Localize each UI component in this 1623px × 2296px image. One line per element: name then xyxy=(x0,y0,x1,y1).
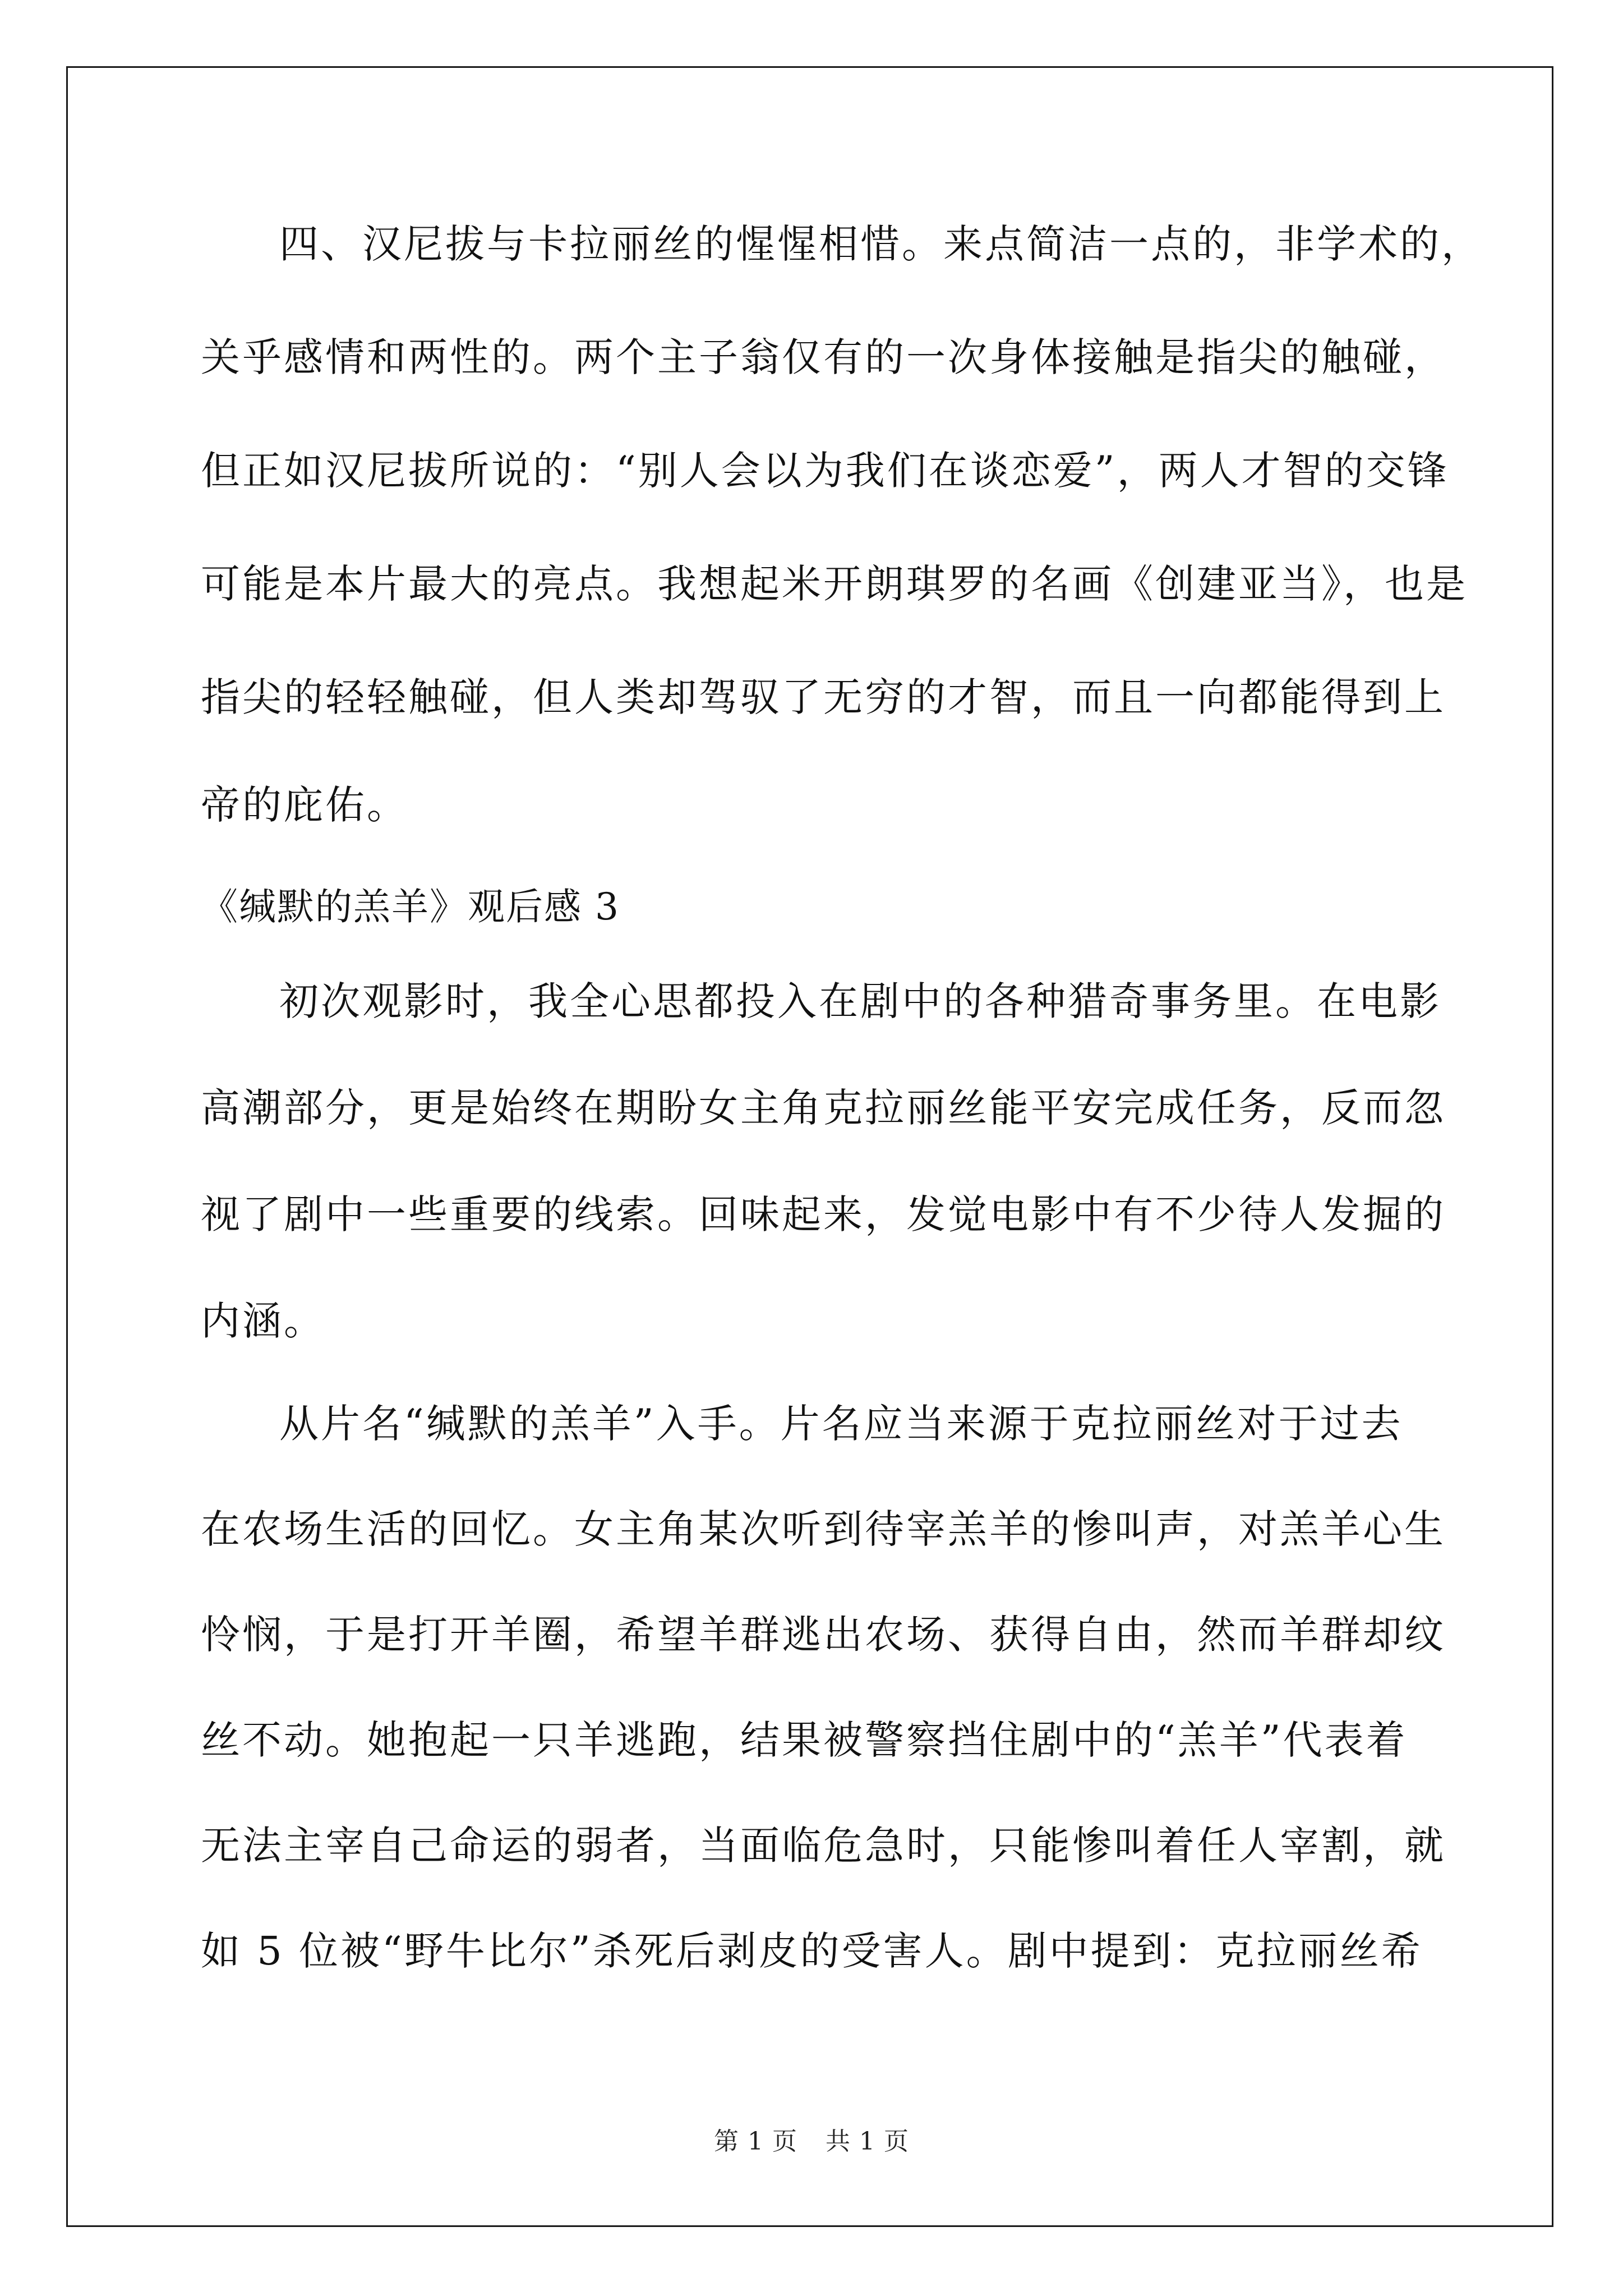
text-line: 指尖的轻轻触碰，但人类却驾驭了无穷的才智，而且一向都能得到上 xyxy=(201,674,1446,720)
page-total: 共 1 页 xyxy=(826,2127,909,2156)
text-line: 帝的庇佑。 xyxy=(201,782,408,828)
text-line: 关乎感情和两性的。两个主子翁仅有的一次身体接触是指尖的触碰， xyxy=(201,334,1446,380)
text-line: 四、汉尼拔与卡拉丽丝的惺惺相惜。来点简洁一点的，非学术的， xyxy=(279,221,1483,267)
text-line: 怜悯，于是打开羊圈，希望羊群逃出农场、获得自由，然而羊群却纹 xyxy=(201,1612,1446,1658)
text-line: 在农场生活的回忆。女主角某次听到待宰羔羊的惨叫声，对羔羊心生 xyxy=(201,1506,1446,1552)
section-heading: 《缄默的羔羊》观后感 3 xyxy=(201,885,620,928)
text-line: 无法主宰自己命运的弱者，当面临危急时，只能惨叫着任人宰割，就 xyxy=(201,1823,1446,1869)
page-border xyxy=(66,66,1553,2227)
text-line: 高潮部分，更是始终在期盼女主角克拉丽丝能平安完成任务，反而忽 xyxy=(201,1085,1446,1131)
text-line: 可能是本片最大的亮点。我想起米开朗琪罗的名画《创建亚当》，也是 xyxy=(201,561,1468,607)
text-line: 从片名“缄默的羔羊”入手。片名应当来源于克拉丽丝对于过去 xyxy=(279,1401,1403,1447)
text-line: 丝不动。她抱起一只羊逃跑，结果被警察挡住剧中的“羔羊”代表着 xyxy=(201,1717,1408,1763)
text-line: 但正如汉尼拔所说的：“别人会以为我们在谈恋爱”，两人才智的交锋 xyxy=(201,448,1449,494)
text-line: 如 5 位被“野牛比尔”杀死后剥皮的受害人。剧中提到：克拉丽丝希 xyxy=(201,1928,1423,1974)
page-footer xyxy=(0,2125,1623,2159)
page-number: 第 1 页 xyxy=(714,2127,797,2156)
text-line: 初次观影时，我全心思都投入在剧中的各种猎奇事务里。在电影 xyxy=(279,978,1441,1024)
text-line: 视了剧中一些重要的线索。回味起来，发觉电影中有不少待人发掘的 xyxy=(201,1191,1446,1237)
text-line: 内涵。 xyxy=(201,1298,325,1344)
